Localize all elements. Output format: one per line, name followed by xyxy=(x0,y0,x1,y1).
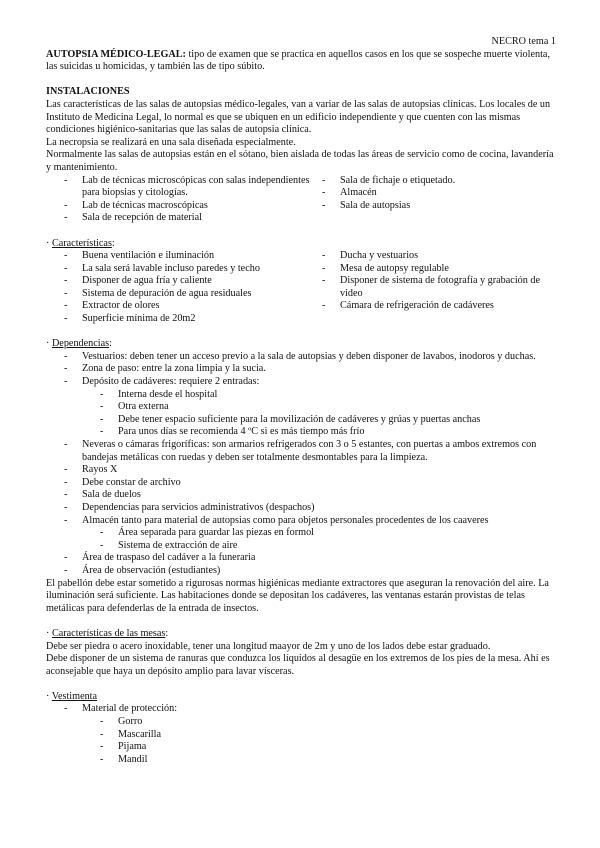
intro-paragraph xyxy=(46,49,556,74)
dependencias-list xyxy=(46,351,556,578)
list-item: - Mesa de autopsy regulable xyxy=(322,262,449,274)
list-item: - Área de traspaso del cadáver a la funeraria xyxy=(64,552,256,564)
list-item: - La sala será lavable incluso paredes y techo xyxy=(64,262,260,274)
caracteristicas-list xyxy=(46,250,556,326)
list-item: - Almacén xyxy=(322,187,377,199)
sub-list-item: - Gorro xyxy=(100,716,143,728)
sub-list-item: - Interna desde el hospital xyxy=(100,388,218,400)
list-item: - Neveras o cámaras frigoríficas: son armarios refrigerados con 3 o 5 estantes, con puertas a ambos extremos con bandejas metálicas con ruedas y deben ser totalmente desmontables para la limpieza. xyxy=(64,439,537,463)
section-title-vestimenta: · Vestimenta xyxy=(46,690,98,702)
list-item: - Disponer de sistema de fotografía y grabación de video xyxy=(322,275,540,299)
vestimenta-list xyxy=(46,703,556,766)
page-header: NECRO tema 1 xyxy=(491,36,556,47)
list-item: - Zona de paso: entre la zona limpia y la sucia. xyxy=(64,363,266,375)
list-item: - Sala de duelos xyxy=(64,489,141,501)
list-item: - Área de observación (estudiantes) xyxy=(64,564,221,576)
sub-list-item: - Debe tener espacio suficiente para la movilización de cadáveres y grúas y puertas anchas xyxy=(100,413,481,425)
list-item: - Rayos X xyxy=(64,464,118,476)
mesas-paragraph-1: Debe ser piedra o acero inoxidable, tener una longitud maayor de 2m y uno de los lados debe estar graduado. xyxy=(46,640,491,652)
sub-list-item: - Área separada para guardar las piezas en formol xyxy=(100,527,315,539)
list-item: - Debe constar de archivo xyxy=(64,476,181,488)
list-item: - Lab de técnicas macroscópicas xyxy=(64,199,208,211)
document-page xyxy=(46,36,556,766)
sub-list-item: - Mascarilla xyxy=(100,728,161,740)
list-item: - Material de protección: xyxy=(64,703,178,715)
sub-list-item: - Para unos días se recomienda 4 ºC si es más tiempo más frío xyxy=(100,426,365,438)
list-item: - Vestuarios: deben tener un acceso previo a la sala de autopsias y deben disponer de lavabos, inodoros y duchas. xyxy=(64,350,536,362)
section-title-caracteristicas: · Características: xyxy=(46,237,115,249)
sub-list-item: - Sistema de extracción de aire xyxy=(100,539,238,551)
sub-list-item: - Mandil xyxy=(100,753,148,765)
intro-definition: tipo de examen que se practica en aquellos casos en los que se sospeche muerte violenta, las suicidas u homicidas, y también las de tipo súbito. xyxy=(46,48,550,73)
list-item: - Depósito de cadáveres: requiere 2 entradas: xyxy=(64,376,260,388)
sub-list-item: - Pijama xyxy=(100,741,147,753)
list-item: - Cámara de refrigeración de cadáveres xyxy=(322,300,494,312)
list-item: - Sala de fichaje o etiquetado. xyxy=(322,174,456,186)
list-item: - Dependencias para servicios administrativos (despachos) xyxy=(64,501,315,513)
instalaciones-paragraph-3: Normalmente las salas de autopsias están en el sótano, bien aislada de todas las áreas de servicio como de cocina, lavandería y mantenimiento. xyxy=(46,149,554,173)
list-item: - Sala de recepción de material xyxy=(64,212,202,224)
list-item: - Extractor de olores xyxy=(64,300,160,312)
list-item: - Disponer de agua fría y caliente xyxy=(64,275,212,287)
instalaciones-list xyxy=(46,175,556,225)
section-title-instalaciones: INSTALACIONES xyxy=(46,86,130,98)
list-item: - Ducha y vestuarios xyxy=(322,250,419,262)
instalaciones-paragraph-2: La necropsia se realizará en una sala diseñada especialmente. xyxy=(46,136,296,148)
list-item: - Buena ventilación e iluminación xyxy=(64,250,215,262)
dependencias-closing: El pabellón debe estar sometido a rigurosas normas higiénicas mediante extractores que aseguran la renovación del aire. La iluminación será suficiente. Las habitaciones donde se depositan los cadáveres, las ventanas estarán provistas de telas metálicas para defenderlas de la entrada de insectos. xyxy=(46,577,549,614)
list-item: - Sistema de depuración de agua residuales xyxy=(64,287,252,299)
section-title-dependencias: · Dependencias: xyxy=(46,338,112,350)
section-title-mesas: · Características de las mesas: xyxy=(46,627,169,639)
sub-list-item: - Otra externa xyxy=(100,401,169,413)
list-item: - Almacén tanto para material de autopsias como para objetos personales procedentes de los caaveres xyxy=(64,514,489,526)
list-item: - Lab de técnicas microscópicas con salas independientes para biopsias y citologías. xyxy=(64,174,310,199)
list-item: - Superficie mínima de 20m2 xyxy=(64,313,196,325)
intro-term: AUTOPSIA MÉDICO-LEGAL: xyxy=(46,48,186,60)
list-item: - Sala de autopsias xyxy=(322,199,411,211)
instalaciones-paragraph-1: Las características de las salas de autopsias médico-legales, van a variar de las salas de autopsias clínicas. Los locales de un Instituto de Medicina Legal, lo normal es que se ubiquen en un edificio independiente y que cuenten con las mismas condiciones higiénico-sanitarias que las salas de autopsia clínica. xyxy=(46,98,551,136)
mesas-paragraph-2: Debe disponer de un sistema de ranuras que conduzca los líquidos al desagüe en los extremos de los pies de la mesa. Ahí es aconsejable que haya un depósito amplio para lavar vísceras. xyxy=(46,653,550,677)
